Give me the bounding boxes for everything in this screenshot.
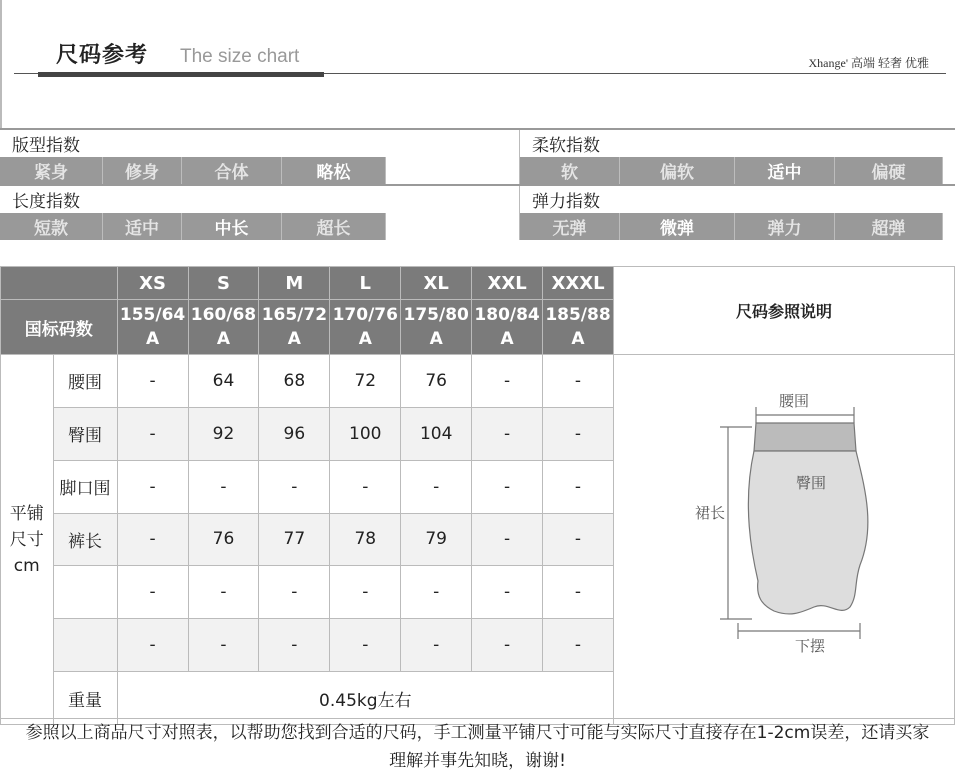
length-option: 适中 <box>103 213 182 240</box>
measure-value: 100 <box>330 407 401 460</box>
measure-value: - <box>330 619 401 672</box>
measure-name: 腰围 <box>53 355 117 408</box>
size-explain-header: 尺码参照说明 <box>613 267 954 355</box>
measure-value: - <box>401 460 472 513</box>
measure-value: 64 <box>188 355 259 408</box>
measure-value: 92 <box>188 407 259 460</box>
stretch-option-selected: 微弹 <box>620 213 735 240</box>
skirt-diagram <box>614 355 954 719</box>
title-underline <box>38 72 324 77</box>
measure-value: - <box>472 355 543 408</box>
footer-note <box>0 718 955 775</box>
brand-label: Xhange' 高端 轻奢 优雅 <box>808 56 929 70</box>
soft-option: 偏软 <box>620 157 735 184</box>
length-option: 超长 <box>282 213 386 240</box>
std-code-cell: 175/80 A <box>401 300 472 355</box>
measure-value: 77 <box>259 513 330 566</box>
weight-label: 重量 <box>53 672 117 725</box>
std-code-cell: 180/84 A <box>472 300 543 355</box>
measure-value: - <box>117 460 188 513</box>
measure-name: 裤长 <box>53 513 117 566</box>
measure-name <box>53 566 117 619</box>
measure-value: - <box>188 460 259 513</box>
soft-option-selected: 适中 <box>735 157 835 184</box>
size-header-row <box>1 267 955 300</box>
measure-value: - <box>472 460 543 513</box>
frame-left-border <box>0 0 2 128</box>
flat-size-label: 平铺 尺寸 cm <box>1 355 54 725</box>
index-label-row-1 <box>0 128 955 157</box>
measure-name: 脚口围 <box>53 460 117 513</box>
size-header-corner <box>1 267 118 300</box>
size-col-header: XXXL <box>543 267 614 300</box>
diagram-length-label: 裙长 <box>694 504 725 522</box>
index-gap <box>386 157 520 184</box>
index-options-row-1 <box>0 157 955 184</box>
measure-value: - <box>401 619 472 672</box>
measure-row <box>1 355 955 408</box>
weight-value: 0.45kg左右 <box>117 672 613 725</box>
fit-option: 紧身 <box>0 157 103 184</box>
measure-value: - <box>259 460 330 513</box>
measure-value: - <box>117 407 188 460</box>
measure-value: - <box>330 566 401 619</box>
measure-value: - <box>117 566 188 619</box>
fit-option-selected: 略松 <box>282 157 386 184</box>
std-code-cell: 155/64 A <box>117 300 188 355</box>
length-option: 短款 <box>0 213 103 240</box>
stretch-option: 超弹 <box>835 213 943 240</box>
diagram-hem-label: 下摆 <box>794 637 825 655</box>
page-subtitle: The size chart <box>180 46 300 67</box>
measure-value: 96 <box>259 407 330 460</box>
measure-value: - <box>472 619 543 672</box>
measure-name: 臀围 <box>53 407 117 460</box>
measure-value: 78 <box>330 513 401 566</box>
index-gap <box>386 213 520 240</box>
diagram-waist-label: 腰围 <box>778 392 809 410</box>
size-table <box>0 266 955 725</box>
fit-index-label: 版型指数 <box>0 130 520 157</box>
std-code-label: 国标码数 <box>1 300 118 355</box>
soft-option: 偏硬 <box>835 157 943 184</box>
measure-value: - <box>188 566 259 619</box>
footer-note-line: 理解并事先知晓，谢谢! <box>389 751 566 771</box>
measure-value: - <box>472 566 543 619</box>
length-index-label: 长度指数 <box>0 186 520 213</box>
stretch-index-label: 弹力指数 <box>532 192 600 212</box>
measure-value: - <box>117 513 188 566</box>
footer-note-line: 参照以上商品尺寸对照表，以帮助您找到合适的尺码，手工测量平铺尺寸可能与实际尺寸直接存在1-2cm误差，还请买家 <box>25 723 930 743</box>
measure-value: 76 <box>401 355 472 408</box>
soft-option: 软 <box>520 157 620 184</box>
std-code-cell: 170/76 A <box>330 300 401 355</box>
std-code-cell: 160/68 A <box>188 300 259 355</box>
index-gap <box>943 157 955 184</box>
measure-value: - <box>401 566 472 619</box>
length-option-selected: 中长 <box>182 213 282 240</box>
measure-value: - <box>543 407 614 460</box>
measure-value: 104 <box>401 407 472 460</box>
index-gap <box>943 213 955 240</box>
measure-value: - <box>543 566 614 619</box>
skirt-diagram-cell <box>613 355 954 725</box>
index-label-row-2 <box>0 184 955 213</box>
std-code-cell: 185/88 A <box>543 300 614 355</box>
measure-value: - <box>472 513 543 566</box>
index-options-row-2 <box>0 213 955 240</box>
measure-value: - <box>259 619 330 672</box>
stretch-option: 无弹 <box>520 213 620 240</box>
stretch-option: 弹力 <box>735 213 835 240</box>
diagram-hip-label: 臀围 <box>795 474 826 492</box>
size-col-header: M <box>259 267 330 300</box>
measure-name <box>53 619 117 672</box>
measure-value: 68 <box>259 355 330 408</box>
measure-value: - <box>543 619 614 672</box>
measure-value: - <box>117 355 188 408</box>
size-col-header: XS <box>117 267 188 300</box>
measure-value: 79 <box>401 513 472 566</box>
page-title: 尺码参考 <box>56 43 149 68</box>
soft-index-label: 柔软指数 <box>532 136 600 156</box>
measure-value: 72 <box>330 355 401 408</box>
fit-option: 合体 <box>182 157 282 184</box>
size-col-header: S <box>188 267 259 300</box>
measure-value: - <box>259 566 330 619</box>
measure-value: 76 <box>188 513 259 566</box>
measure-value: - <box>543 513 614 566</box>
measure-value: - <box>330 460 401 513</box>
fit-option: 修身 <box>103 157 182 184</box>
measure-value: - <box>117 619 188 672</box>
size-col-header: L <box>330 267 401 300</box>
size-col-header: XL <box>401 267 472 300</box>
measure-value: - <box>543 355 614 408</box>
measure-value: - <box>188 619 259 672</box>
std-code-cell: 165/72 A <box>259 300 330 355</box>
measure-value: - <box>543 460 614 513</box>
size-col-header: XXL <box>472 267 543 300</box>
measure-value: - <box>472 407 543 460</box>
